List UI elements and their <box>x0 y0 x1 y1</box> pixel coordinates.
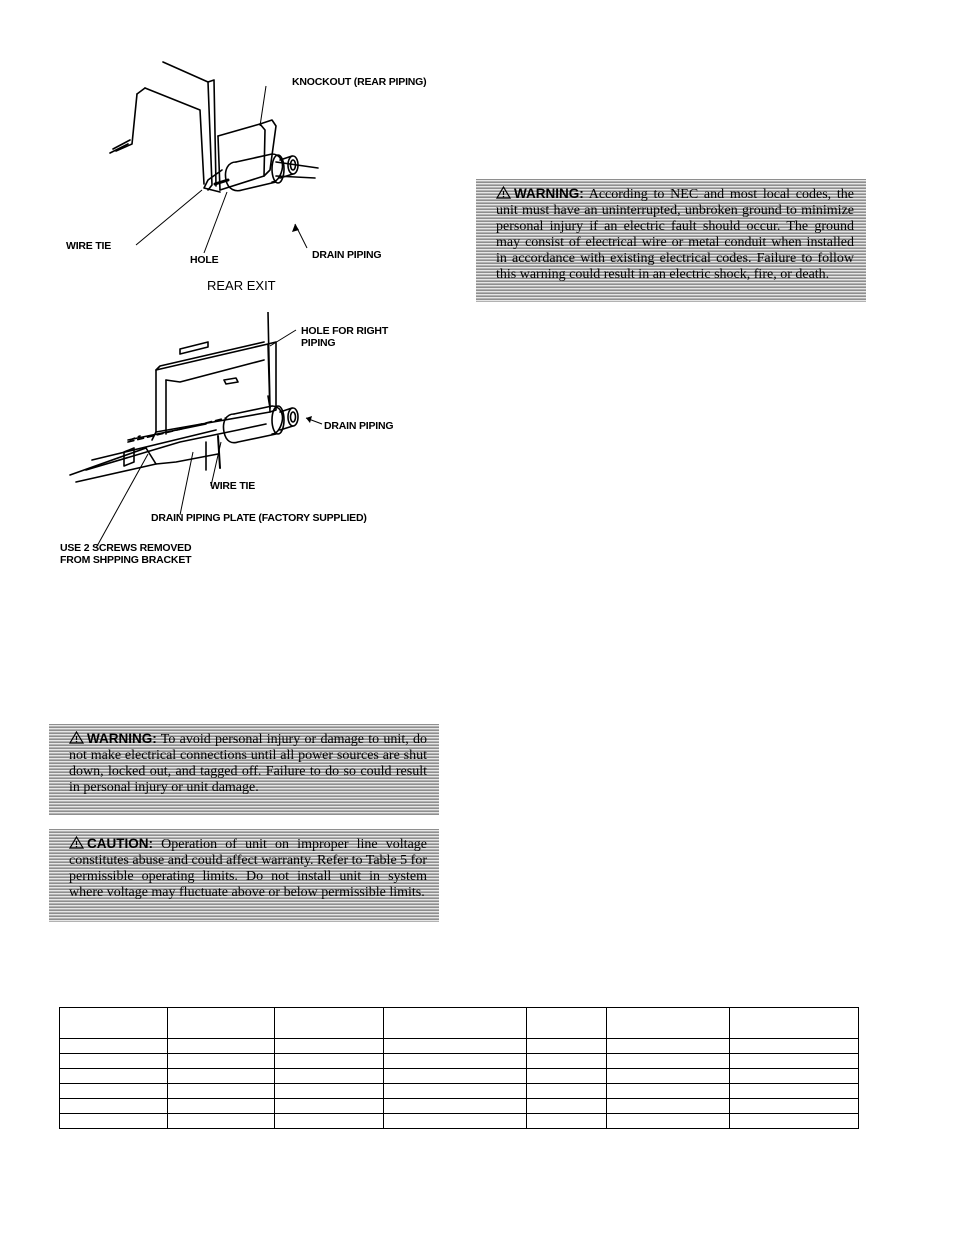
table-header-row <box>60 1008 859 1039</box>
table-cell <box>607 1099 730 1114</box>
power-warning-heading: WARNING: <box>87 731 157 746</box>
table-cell <box>60 1054 168 1069</box>
drain-piping-label: DRAIN PIPING <box>324 420 394 432</box>
table-row <box>60 1054 859 1069</box>
hole-right-label-line2: PIPING <box>301 337 336 349</box>
table-cell <box>607 1069 730 1084</box>
table-cell <box>168 1099 275 1114</box>
table-cell <box>60 1114 168 1129</box>
rear-exit-figure <box>66 58 430 298</box>
warning-triangle-icon <box>69 731 84 744</box>
drain-piping-label: DRAIN PIPING <box>312 249 382 261</box>
table-cell <box>275 1069 384 1084</box>
power-warning-text: To avoid personal injury or damage to unit, do not make electrical connections until all power sources are shut down, locked out, and tagged off. Failure to do so could result in personal injury or unit damage. <box>69 732 427 795</box>
table-cell <box>384 1039 527 1054</box>
table-cell <box>60 1039 168 1054</box>
screws-label-line2: FROM SHPPING BRACKET <box>60 554 192 566</box>
right-exit-figure <box>56 312 396 568</box>
voltage-caution-text: Operation of unit on improper line voltage constitutes abuse and could affect warranty. Refer to Table 5 for permissible operating limits. Do not install unit in system where voltage may fluctuate above or below permissible limits. <box>69 837 427 900</box>
table-cell <box>527 1039 607 1054</box>
table-cell <box>730 1069 859 1084</box>
table-cell <box>384 1099 527 1114</box>
table-cell <box>168 1084 275 1099</box>
table-header-cell <box>275 1008 384 1039</box>
table-cell <box>527 1069 607 1084</box>
table-cell <box>168 1114 275 1129</box>
table-cell <box>275 1099 384 1114</box>
table-cell <box>730 1039 859 1054</box>
table-row <box>60 1069 859 1084</box>
table-cell <box>730 1114 859 1129</box>
table-header-cell <box>527 1008 607 1039</box>
wire-tie-label: WIRE TIE <box>66 240 112 252</box>
ground-warning-box <box>476 179 866 302</box>
table-header-cell <box>730 1008 859 1039</box>
warning-triangle-icon <box>496 186 511 199</box>
table-header-cell <box>60 1008 168 1039</box>
rear-exit-drawing <box>100 58 430 298</box>
table-cell <box>60 1084 168 1099</box>
wire-tie-label: WIRE TIE <box>210 480 256 492</box>
table-cell <box>730 1099 859 1114</box>
table-cell <box>527 1054 607 1069</box>
ground-warning-text: According to NEC and most local codes, the unit must have an uninterrupted, unbroken ground to minimize personal injury if an electric fault should occur. The ground may consist of electrical wire or metal conduit when installed in accordance with existing electrical codes. Failure to follow this warning could result in an electric shock, fire, or death. <box>496 187 854 282</box>
data-table <box>59 1007 859 1129</box>
table-header-cell <box>384 1008 527 1039</box>
voltage-caution-heading: CAUTION: <box>87 836 153 851</box>
drain-plate-label: DRAIN PIPING PLATE (FACTORY SUPPLIED) <box>151 512 367 524</box>
table-cell <box>275 1054 384 1069</box>
table-cell <box>384 1114 527 1129</box>
table-cell <box>730 1084 859 1099</box>
ground-warning-heading: WARNING: <box>514 186 584 201</box>
table-cell <box>730 1054 859 1069</box>
power-warning-box <box>49 724 439 815</box>
rear-exit-caption: REAR EXIT <box>207 278 276 293</box>
table-cell <box>168 1039 275 1054</box>
voltage-caution-box <box>49 829 439 922</box>
right-exit-drawing <box>56 312 396 568</box>
table-cell <box>384 1084 527 1099</box>
table-row <box>60 1084 859 1099</box>
table-cell <box>527 1114 607 1129</box>
table-cell <box>607 1039 730 1054</box>
table-row <box>60 1039 859 1054</box>
table-cell <box>607 1114 730 1129</box>
table-cell <box>607 1084 730 1099</box>
table-cell <box>384 1054 527 1069</box>
hole-right-label-line1: HOLE FOR RIGHT <box>301 325 389 337</box>
screws-label-line1: USE 2 SCREWS REMOVED <box>60 542 192 554</box>
table-row <box>60 1099 859 1114</box>
table-cell <box>527 1084 607 1099</box>
table-cell <box>60 1069 168 1084</box>
table-cell <box>607 1054 730 1069</box>
table-cell <box>60 1099 168 1114</box>
hole-label: HOLE <box>190 254 219 266</box>
table-cell <box>384 1069 527 1084</box>
table-cell <box>275 1084 384 1099</box>
table-row <box>60 1114 859 1129</box>
caution-triangle-icon <box>69 836 84 849</box>
table-cell <box>275 1039 384 1054</box>
table-cell <box>527 1099 607 1114</box>
table-cell <box>275 1114 384 1129</box>
table-header-cell <box>607 1008 730 1039</box>
table-header-cell <box>168 1008 275 1039</box>
table-cell <box>168 1069 275 1084</box>
table-cell <box>168 1054 275 1069</box>
knockout-label: KNOCKOUT (REAR PIPING) <box>292 76 427 88</box>
